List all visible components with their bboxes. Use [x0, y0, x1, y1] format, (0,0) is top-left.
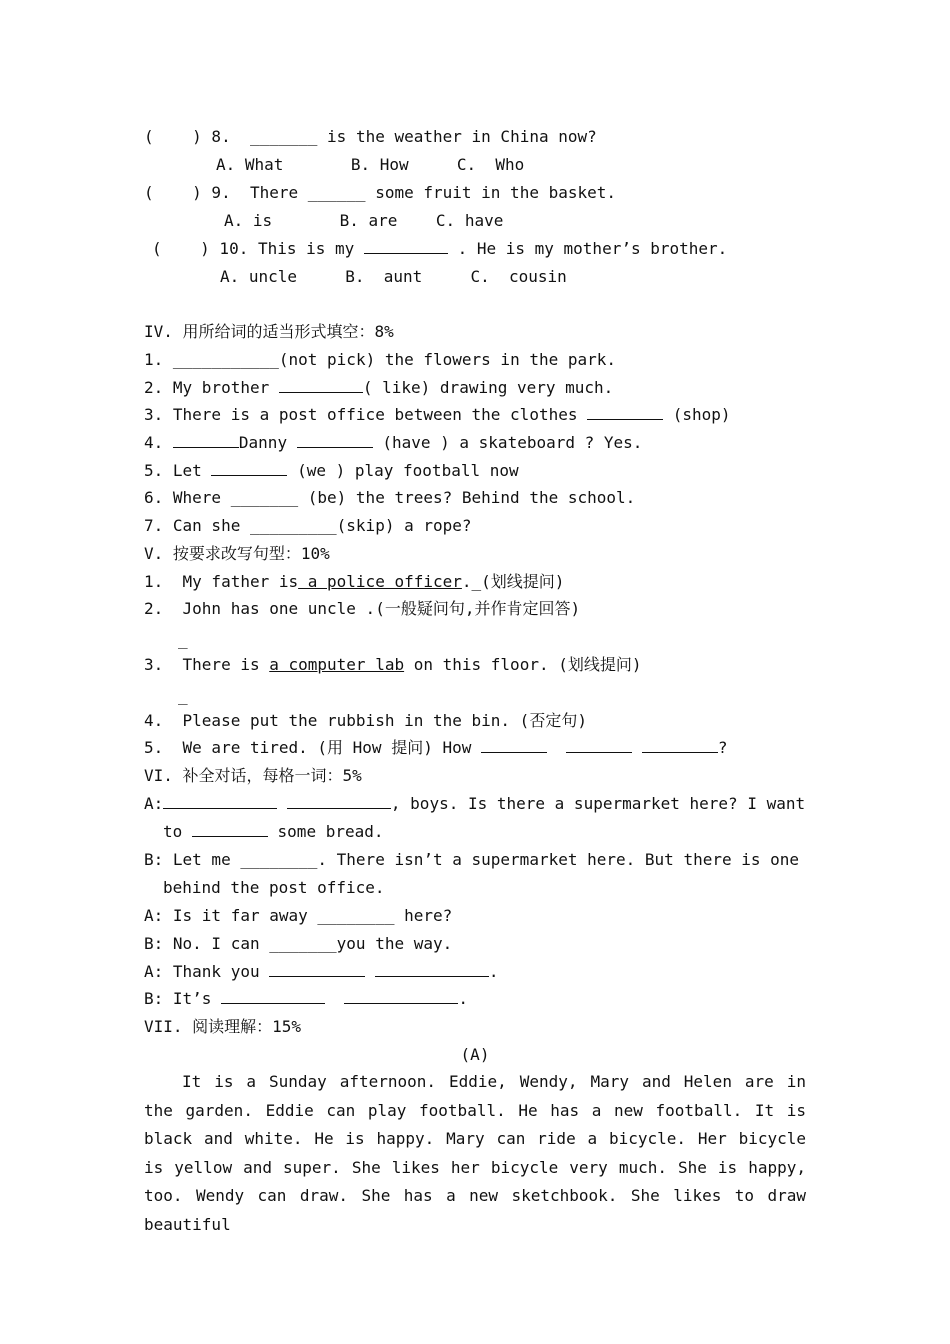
line-text: (have ) a skateboard ? Yes.: [372, 433, 643, 452]
line-text: (not pick) the flowers in the park.: [278, 350, 617, 369]
line-text: (shop): [663, 405, 731, 424]
blank: [297, 433, 373, 448]
blank: [344, 989, 458, 1004]
dialog-a1: [144, 794, 805, 814]
line-text: (we ) play football now: [287, 461, 519, 480]
line-text: some bread.: [267, 822, 384, 841]
underlined-phrase: a computer lab: [269, 655, 405, 674]
line-text: on this floor. (划线提问): [404, 655, 642, 674]
line-text: 3. There is a post office between the clothes: [144, 405, 588, 424]
sec4-line-2: [144, 378, 613, 398]
blank: [211, 461, 287, 476]
blank: ___________: [172, 350, 279, 369]
line-text: ( like) drawing very much.: [362, 378, 614, 397]
line-number: 1.: [144, 350, 164, 369]
dialog-b1: B: Let me ________. There isn’t a supermarket here. But there is one: [144, 850, 800, 869]
answer-paren: ( ) 10.: [152, 239, 249, 258]
question-10-options: A. uncle B. aunt C. cousin: [220, 267, 567, 286]
question-text: This is my: [257, 239, 364, 258]
dialog-b2: B: No. I can _______you the way.: [144, 934, 453, 953]
question-text: . He is my mother’s brother.: [447, 239, 728, 258]
line-text: A: Thank you: [144, 962, 270, 981]
line-text: to: [163, 822, 192, 841]
line-text: ._(划线提问): [461, 572, 565, 591]
line-text: B: It’s: [144, 989, 222, 1008]
blank: [163, 794, 277, 809]
blank: [279, 378, 363, 393]
blank: [287, 794, 391, 809]
dialog-b1-cont: behind the post office.: [163, 878, 385, 897]
blank: [587, 405, 663, 420]
line-text: Danny: [238, 433, 297, 452]
blank: [375, 962, 489, 977]
blank: [269, 962, 365, 977]
dialog-a3: [144, 962, 499, 982]
passage-label: (A): [460, 1045, 490, 1064]
question-8: [144, 127, 597, 147]
line-text: 5. Let: [144, 461, 212, 480]
blank: _______: [249, 127, 318, 146]
answer-paren: ( ) 9.: [144, 183, 231, 202]
section-4-heading: IV. 用所给词的适当形式填空：8%: [144, 322, 394, 341]
question-9-options: A. is B. are C. have: [224, 211, 504, 230]
sec4-line-6: 6. Where _______ (be) the trees? Behind the school.: [144, 488, 636, 507]
question-text: There ______ some fruit in the basket.: [249, 183, 617, 202]
sec4-line-1: [144, 350, 616, 370]
sec5-line-5: [144, 738, 728, 758]
blank: [221, 989, 325, 1004]
line-number: 4.: [144, 433, 173, 452]
line-text: .: [488, 962, 499, 981]
blank: [642, 738, 718, 753]
reading-passage: It is a Sunday afternoon. Eddie, Wendy, Mary and Helen are in the garden. Eddie can play football. He has a new football. It is black and white. He is happy. Mary can ride a bicycle. Her bicycle is yellow and super. She likes her bicycle very much. She is happy, too. Wendy can draw. She has a new sketchbook. She likes to draw beautiful: [144, 1072, 806, 1234]
line-text: , boys. Is there a supermarket here? I want: [390, 794, 806, 813]
underlined-phrase: a police officer: [298, 572, 462, 591]
sec4-line-5: [144, 461, 519, 481]
answer-line-marker: _: [178, 630, 188, 649]
dialog-a2: A: Is it far away ________ here?: [144, 906, 453, 925]
sec4-line-3: [144, 405, 731, 425]
sec4-line-4: [144, 433, 642, 453]
blank: [192, 822, 268, 837]
sec5-line-1: [144, 572, 564, 592]
dialog-a1-cont: [163, 822, 384, 842]
question-8-options: A. What B. How C. Who: [216, 155, 525, 174]
blank: [173, 433, 239, 448]
line-text: .: [458, 989, 468, 1008]
question-10: [152, 239, 727, 259]
line-text: 2. My brother: [144, 378, 279, 397]
line-text: 5. We are tired. (用 How 提问) How: [144, 738, 481, 757]
line-text: 1. My father is: [144, 572, 299, 591]
sec5-line-4: 4. Please put the rubbish in the bin. (否定句): [144, 711, 587, 730]
section-7-heading: VII. 阅读理解：15%: [144, 1017, 302, 1036]
line-text: 3. There is: [144, 655, 270, 674]
answer-line-marker: _: [178, 686, 188, 705]
section-5-heading: V. 按要求改写句型：10%: [144, 544, 330, 563]
blank: [364, 239, 448, 254]
blank: [566, 738, 632, 753]
sec5-line-2: 2. John has one uncle .(一般疑问句,并作肯定回答): [144, 599, 581, 618]
speaker: A:: [144, 794, 164, 813]
dialog-b3: [144, 989, 468, 1009]
section-6-heading: VI. 补全对话，每格一词：5%: [144, 766, 362, 785]
line-text: ?: [717, 738, 728, 757]
sec5-line-3: [144, 655, 642, 675]
question-text: is the weather in China now?: [317, 127, 597, 146]
blank: [481, 738, 547, 753]
question-9: [144, 183, 616, 203]
answer-paren: ( ) 8.: [144, 127, 231, 146]
sec4-line-7: 7. Can she _________(skip) a rope?: [144, 516, 472, 535]
